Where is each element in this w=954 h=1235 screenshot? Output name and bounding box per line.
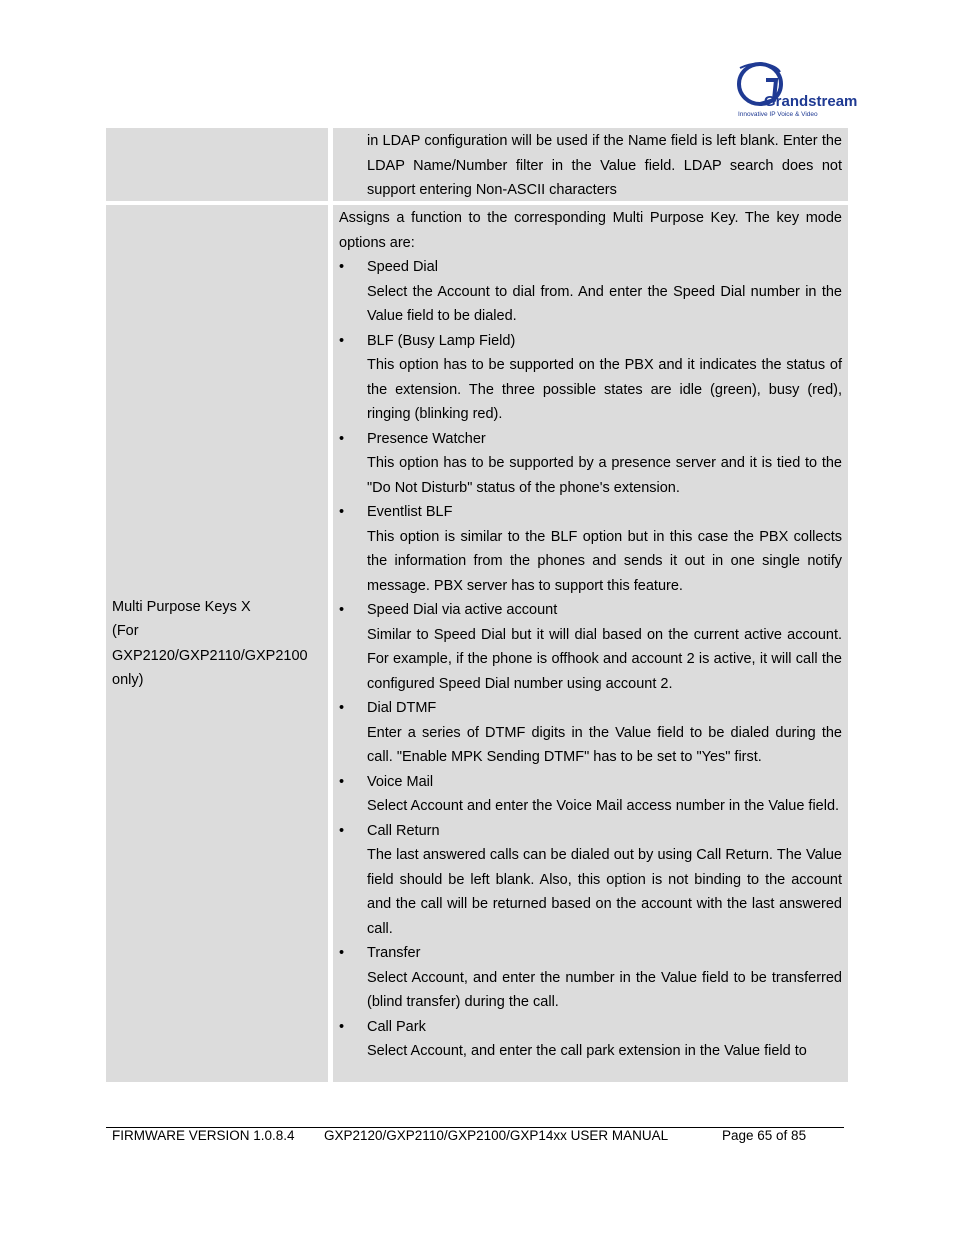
logo-brand-text: Grandstream bbox=[764, 93, 858, 110]
table-cell-description bbox=[333, 205, 848, 1082]
option-title: • Speed Dial bbox=[339, 255, 842, 280]
option-desc: Select Account, and enter the number in the Value field to be transferred (blind transfer) during the call. bbox=[367, 969, 842, 1010]
option-desc: This option has to be supported on the PBX and it indicates the status of the extension. The three possible states are idle (green), busy (red), ringing (blinking red). bbox=[367, 357, 842, 422]
option-title: • Voice Mail bbox=[339, 770, 842, 795]
table-cell-label bbox=[106, 205, 328, 1082]
option-title: • Speed Dial via active account bbox=[339, 598, 842, 623]
option-desc: Enter a series of DTMF digits in the Value field to be dialed during the call. "Enable MPK Sending DTMF" has to be set to "Yes" first. bbox=[367, 724, 842, 765]
label-line: (For bbox=[112, 623, 139, 639]
option-title: • Presence Watcher bbox=[339, 427, 842, 452]
option-desc: This option is similar to the BLF option but in this case the PBX collects the information from the phones and sends it out in one single notify message. PBX server has to support this feature. bbox=[367, 528, 842, 594]
label-line: Multi Purpose Keys X bbox=[112, 598, 251, 615]
intro-text: Assigns a function to the corresponding Multi Purpose Key. The key mode options are: bbox=[339, 210, 842, 251]
option-title: • Call Park bbox=[339, 1015, 842, 1040]
grandstream-logo bbox=[736, 60, 858, 118]
label-line: only) bbox=[112, 672, 144, 688]
footer-page-number: Page 65 of 85 bbox=[722, 1128, 807, 1143]
option-title: • Transfer bbox=[339, 941, 842, 966]
table-cell-description bbox=[333, 128, 848, 201]
option-title: • Dial DTMF bbox=[339, 696, 842, 721]
table-row bbox=[106, 205, 848, 1082]
table-row bbox=[106, 128, 848, 201]
option-title: • Eventlist BLF bbox=[339, 500, 842, 525]
footer-manual-title: GXP2120/GXP2110/GXP2100/GXP14xx USER MANUAL bbox=[324, 1128, 669, 1143]
option-desc: Select Account, and enter the call park extension in the Value field to bbox=[367, 1043, 807, 1059]
option-title: • BLF (Busy Lamp Field) bbox=[339, 329, 842, 354]
option-desc: This option has to be supported by a presence server and it is tied to the "Do Not Disturb" status of the phone's extension. bbox=[367, 455, 842, 496]
label-line: GXP2120/GXP2110/GXP2100 bbox=[112, 647, 308, 664]
ldap-continuation-text: in LDAP configuration will be used if the Name field is left blank. Enter the LDAP Name/Number filter in the Value field. LDAP search does not support entering Non-ASCII characters bbox=[367, 133, 842, 198]
option-title: • Call Return bbox=[339, 819, 842, 844]
footer-firmware: FIRMWARE VERSION 1.0.8.4 bbox=[112, 1128, 295, 1143]
option-desc: Select Account and enter the Voice Mail access number in the Value field. bbox=[367, 798, 840, 814]
table-cell-label bbox=[106, 128, 328, 201]
option-desc: The last answered calls can be dialed out by using Call Return. The Value field should be left blank. Also, this option is not binding to the account and the call will be returned based on the account with the last answered call. bbox=[367, 847, 842, 937]
logo-tagline-text: Innovative IP Voice & Video bbox=[738, 111, 818, 118]
option-desc: Similar to Speed Dial but it will dial based on the current active account. For example, if the phone is offhook and account 2 is active, it will call the configured Speed Dial number using account 2. bbox=[367, 626, 842, 692]
option-desc: Select the Account to dial from. And enter the Speed Dial number in the Value field to be dialed. bbox=[367, 283, 842, 324]
